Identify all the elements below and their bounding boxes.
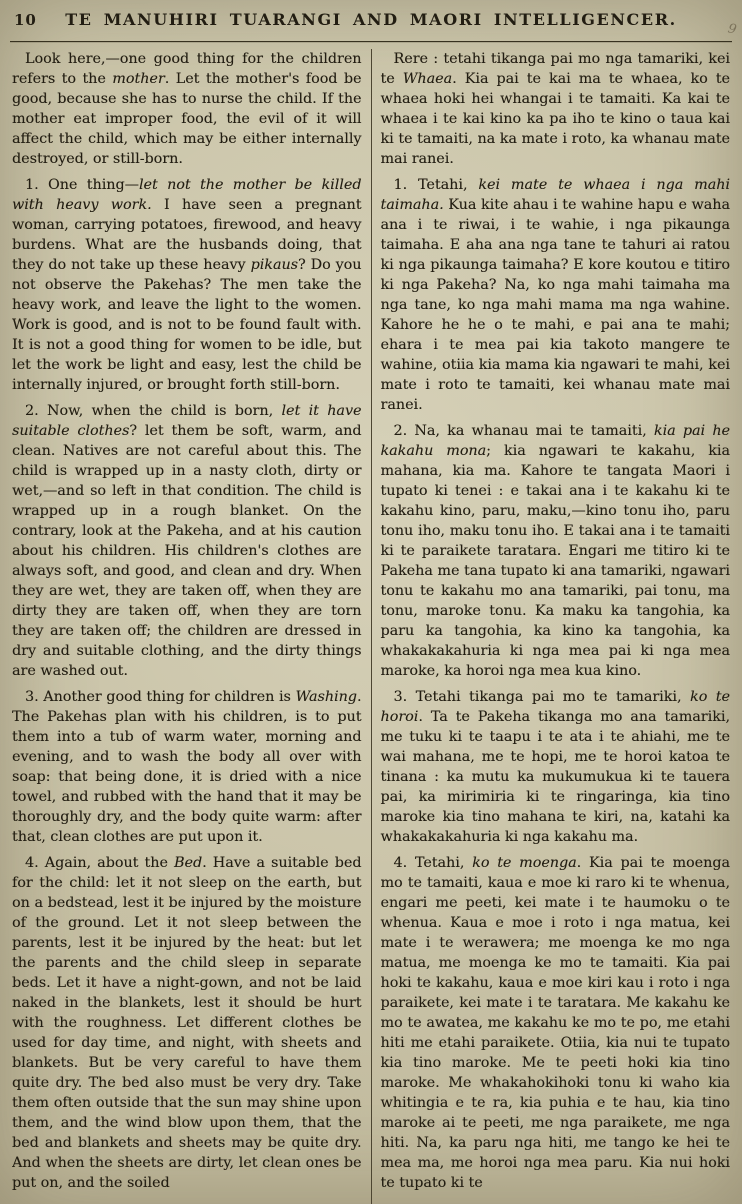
italic-phrase: kia pai he kakahu mona bbox=[380, 423, 730, 459]
text-run: ? let them be soft, warm, and clean. Natives are not careful about this. The child is wrapped up in a nasty cloth, dirty or wet,—and so left in that condition. The child is wrapped up in a rough blanket. On the contrary, look at the Pakeha, and at his caution about his children. His children's clothes are always soft, and good, and clean and dry. When they are wet, they are taken off, when they are dirty they are taken off, when they are torn they are taken off; the children are dressed in dry and suitable clothing, and the dirty things are washed out. bbox=[12, 423, 362, 679]
text-run: Kua kite ahau i te wahine hapu e waha ana i te riwai, i te wahie, i nga pikaunga taimaha. E aha ana nga tane te tahuri ai ratou ki nga pikaunga taimaha? E kore koutou e titiro ki nga Pakeha? Na, ko nga mahi taimaha ma nga tane, ko nga mahi mama ma nga wahine. Kahore he he o te mahi, e pai ana te mahi; ehara i te mea pai kia takoto mangere te wahine, otiia kia mama kia ngawari te mahi, kei mate i roto te tamaiti, kei whanau mate mai ranei. bbox=[380, 197, 730, 413]
paragraph bbox=[12, 853, 362, 1193]
text-run: I have seen a pregnant woman, carrying potatoes, firewood, and heavy burdens. What are the husbands doing, that they do not take up these heavy bbox=[12, 197, 362, 273]
text-run: . Let the mother's food be good, because she has to nurse the child. If the mother eat improper food, the evil of it will affect the child, which may be either internally destroyed, or still-born. bbox=[12, 71, 362, 167]
text-run: 2. Na, ka whanau mai te tamaiti, bbox=[393, 423, 654, 439]
corner-smudge: 9 bbox=[726, 21, 738, 38]
text-run: Look here,—one good thing for the children refers to the bbox=[12, 51, 362, 87]
text-run: 4. Tetahi, bbox=[393, 855, 473, 871]
paragraph bbox=[12, 175, 362, 395]
text-run: 3. Tetahi tikanga pai mo te tamariki, bbox=[393, 689, 691, 705]
text-run: 2. Now, when the child is born, bbox=[25, 403, 282, 419]
text-run: 3. Another good thing for children is bbox=[25, 689, 296, 705]
italic-phrase: let it have suitable clothes bbox=[12, 403, 362, 439]
paragraph bbox=[12, 401, 362, 681]
italic-phrase: Bed bbox=[174, 855, 203, 871]
paragraph bbox=[12, 49, 362, 169]
text-run: . The Pakehas plan with his children, is to put them into a tub of warm water, morning and evening, and to wash the body all over with soap: that being done, it is dried with a nice towel, and rubbed with the hand that it may be thoroughly dry, and the body quite warm: after that, clean clothes are put upon it. bbox=[12, 689, 362, 845]
text-run: . Have a suitable bed for the child: let it not sleep on the earth, but on a bedstead, lest it be injured by the moisture of the ground. Let it not sleep between the parents, lest it be injured by the heat: but let the parents and the child sleep in separate beds. Let it have a night-gown, and not be laid naked in the blankets, lest it should be hurt with the roughness. Let different clothes be used for day time, and night, with sheets and blankets. But be very careful to have them quite dry. The bed also must be very dry. Take them often outside that the sun may shine upon them, and the wind blow upon them, that the bed and blankets and sheets may be quite dry. And when the sheets are dirty, let clean ones be put on, and the soiled bbox=[12, 855, 362, 1191]
italic-phrase: ko te horoi bbox=[380, 689, 730, 725]
article-columns bbox=[12, 49, 730, 1204]
italic-phrase: mother bbox=[112, 71, 165, 87]
column-english bbox=[12, 49, 371, 1204]
paragraph bbox=[12, 687, 362, 847]
paragraph bbox=[381, 49, 731, 169]
italic-phrase: ko te moenga bbox=[472, 855, 577, 871]
paragraph bbox=[381, 175, 731, 415]
paragraph bbox=[381, 421, 731, 681]
text-run: 1. Tetahi, bbox=[393, 177, 479, 193]
page-number: 10 bbox=[14, 11, 37, 29]
paragraph bbox=[381, 853, 731, 1193]
text-run: . Ta te Pakeha tikanga mo ana tamariki, me tuku ki te taapu i te ata i te ahiahi, me te wai mahana, me te hopi, me te horoi katoa te tinana : ka mutu ka mukumukua ki te tauera pai, ka mirimiria ki te ringaringa, kia tino maroke kia tino mahana te kiri, na, katahi ka whakakakahuria ki nga kakahu ma. bbox=[380, 709, 730, 845]
text-run: . Kia pai te moenga mo te tamaiti, kaua e moe ki raro ki te whenua, engari me peeti, kei mate i te haumoku o te whenua. Kaua e moe i roto i nga matua, kei mate i te werawera; me moenga ke mo nga matua, me moenga ke mo te tamaiti. Kia pai hoki te kakahu, kaua e moe kiri kau i roto i nga paraikete, kei mate i te taratara. Me kakahu ke mo te awatea, me kakahu ke mo te po, me etahi hiti me etahi paraikete. Otiia, kia nui te tupato kia tino maroke. Me te peeti hoki kia tino maroke. Me whakahokihoki tonu ki waho kia whitingia e te ra, kia puhia e te hau, kia tino maroke ai te peeti, me nga paraikete, me nga hiti. Na, ka paru nga hiti, me tango ke hei te mea ma, me horoi nga mea paru. Kia nui hoki te tupato ki te bbox=[380, 855, 730, 1191]
page-title: TE MANUHIRI TUARANGI AND MAORI INTELLIGENCER. bbox=[65, 10, 677, 29]
header-rule bbox=[10, 41, 732, 42]
italic-phrase: Washing bbox=[295, 689, 357, 705]
text-run: 1. One thing— bbox=[25, 177, 139, 193]
text-run: Rere : tetahi tikanga pai mo nga tamariki, kei te bbox=[380, 51, 730, 87]
italic-phrase: pikaus bbox=[250, 257, 299, 273]
text-run: 4. Again, about the bbox=[25, 855, 175, 871]
text-run: . Kia pai te kai ma te whaea, ko te whaea hoki hei whangai i te tamaiti. Ka kai te whaea i te kai kino ka pa iho te kino o taua kai ki te tamaiti, na ka mate i roto, ka whanau mate mai ranei. bbox=[380, 71, 730, 167]
column-maori bbox=[372, 49, 731, 1204]
page-header bbox=[12, 8, 730, 36]
paragraph bbox=[381, 687, 731, 847]
text-run: ? Do you not observe the Pakehas? The men take the heavy work, and leave the light to the women. Work is good, and is not to be found fault with. It is not a good thing for women to be idle, but let the work be light and easy, lest the child be internally injured, or brought forth still-born. bbox=[12, 257, 362, 393]
italic-phrase: kei mate te whaea i nga mahi taimaha. bbox=[380, 177, 730, 213]
text-run: ; kia ngawari te kakahu, kia mahana, kia ma. Kahore te tangata Maori i tupato ki tenei : e takai ana i te kakahu ki te kakahu kino, paru, maku,—kino tonu iho, paru tonu iho, maku tonu iho. E takai ana i te tamaiti ki te paraikete taratara. Engari me titiro ki te Pakeha me tana tupato ki ana tamariki, ngawari tonu te kakahu mo ana tamariki, pai tonu, ma tonu, maroke tonu. Ka maku ka tangohia, ka paru ka tangohia, ka kino ka tangohia, ka whakakakahuria ki nga mea pai ki nga mea maroke, ka horoi nga mea kua kino. bbox=[380, 443, 730, 679]
italic-phrase: Whaea bbox=[402, 71, 453, 87]
italic-phrase: let not the mother be killed with heavy work. bbox=[12, 177, 362, 213]
